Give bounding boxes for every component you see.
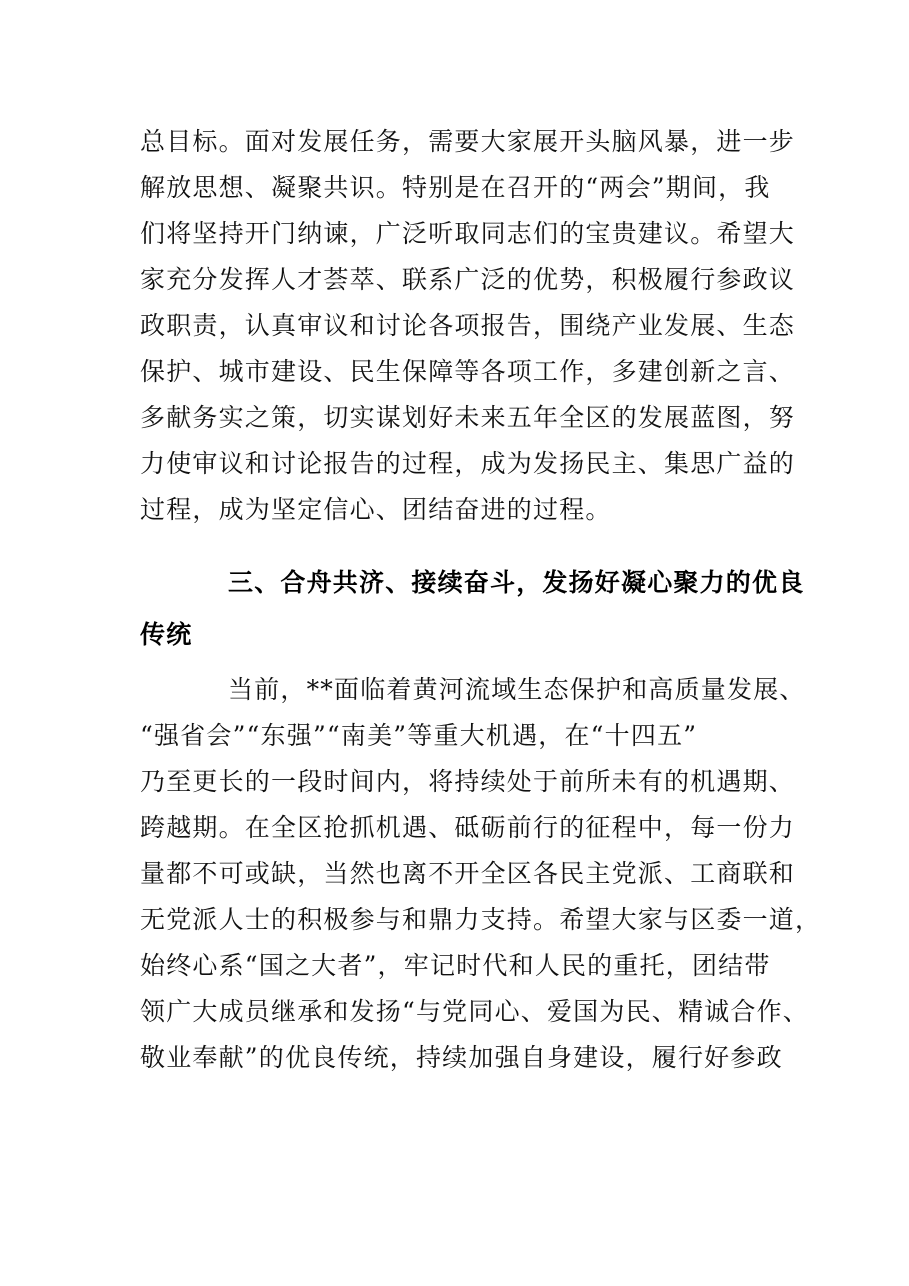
paragraph-line: 多献务实之策，切实谋划好未来五年全区的发展蓝图，努 [140, 403, 796, 432]
paragraph-opportunities [140, 667, 822, 1081]
paragraph-line: 过程，成为坚定信心、团结奋进的过程。 [140, 495, 612, 524]
paragraph-line: 力使审议和讨论报告的过程，成为发扬民主、集思广益的 [140, 449, 796, 478]
paragraph-line: 量都不可或缺，当然也离不开全区各民主党派、工商联和 [140, 859, 796, 888]
paragraph-line: 保护、城市建设、民生保障等各项工作，多建创新之言、 [140, 357, 796, 386]
paragraph-line: 们将坚持开门纳谏，广泛听取同志们的宝贵建议。希望大 [140, 219, 796, 248]
paragraph-line: 始终心系“国之大者”，牢记时代和人民的重托，团结带 [140, 951, 771, 980]
paragraph-line: 乃至更长的一段时间内，将持续处于前所未有的机遇期、 [140, 767, 796, 796]
heading-line: 传统 [140, 620, 193, 649]
paragraph-line: 总目标。面对发展任务，需要大家展开头脑风暴，进一步 [140, 127, 796, 156]
heading-line: 三、合舟共济、接续奋斗，发扬好凝心聚力的优良 [228, 568, 805, 597]
paragraph-line: “强省会”“东强”“南美”等重大机遇，在“十四五” [140, 721, 698, 750]
paragraph-line: 当前，**面临着黄河流域生态保护和高质量发展、 [228, 675, 806, 704]
paragraph-goals [140, 119, 796, 533]
paragraph-line: 领广大成员继承和发扬“与党同心、爱国为民、精诚合作、 [140, 997, 809, 1026]
paragraph-line: 解放思想、凝聚共识。特别是在召开的“两会”期间，我 [140, 173, 771, 202]
paragraph-line: 家充分发挥人才荟萃、联系广泛的优势，积极履行参政议 [140, 265, 796, 294]
paragraph-line: 敬业奉献”的优良传统，持续加强自身建设，履行好参政 [140, 1043, 783, 1072]
paragraph-line: 政职责，认真审议和讨论各项报告，围绕产业发展、生态 [140, 311, 796, 340]
paragraph-line: 跨越期。在全区抢抓机遇、砥砺前行的征程中，每一份力 [140, 813, 796, 842]
paragraph-line: 无党派人士的积极参与和鼎力支持。希望大家与区委一道， [140, 905, 822, 934]
section-heading-3 [140, 557, 805, 661]
